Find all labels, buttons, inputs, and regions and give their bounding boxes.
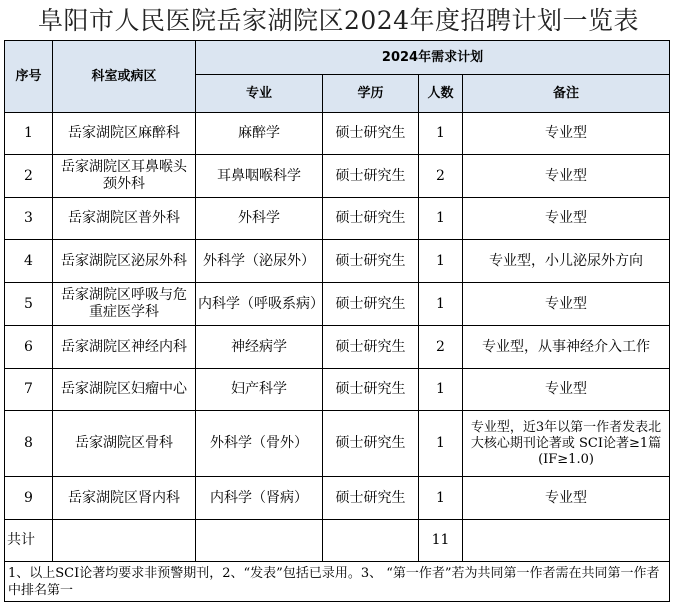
cell-remarks: 专业型，小儿泌尿外方向 (463, 240, 670, 283)
cell-dept: 岳家湖院区普外科 (53, 198, 196, 240)
cell-dept: 岳家湖院区泌尿外科 (53, 240, 196, 283)
cell-count: 1 (419, 477, 463, 520)
cell-remarks: 专业型 (463, 283, 670, 326)
cell-seq: 4 (5, 240, 53, 283)
cell-major: 内科学（肾病） (196, 477, 323, 520)
empty-cell (196, 520, 323, 562)
header-education: 学历 (323, 75, 419, 113)
table-row (5, 369, 670, 411)
cell-education: 硕士研究生 (323, 155, 419, 198)
cell-remarks: 专业型，近3年以第一作者发表北大核心期刊论著或 SCI论著≥1篇(IF≥1.0) (463, 411, 670, 477)
header-major: 专业 (196, 75, 323, 113)
header-remarks: 备注 (463, 75, 670, 113)
table-row (5, 113, 670, 155)
cell-seq: 1 (5, 113, 53, 155)
cell-seq: 6 (5, 326, 53, 369)
cell-count: 2 (419, 155, 463, 198)
cell-dept: 岳家湖院区妇瘤中心 (53, 369, 196, 411)
cell-count: 1 (419, 198, 463, 240)
cell-major: 耳鼻咽喉科学 (196, 155, 323, 198)
cell-education: 硕士研究生 (323, 240, 419, 283)
cell-dept: 岳家湖院区肾内科 (53, 477, 196, 520)
cell-remarks: 专业型 (463, 369, 670, 411)
header-plan: 2024年需求计划 (196, 41, 670, 75)
cell-remarks: 专业型 (463, 113, 670, 155)
footnote-row (5, 562, 670, 602)
cell-count: 2 (419, 326, 463, 369)
empty-cell (323, 520, 419, 562)
cell-seq: 9 (5, 477, 53, 520)
header-dept: 科室或病区 (53, 41, 196, 113)
empty-cell (53, 520, 196, 562)
cell-education: 硕士研究生 (323, 283, 419, 326)
cell-seq: 3 (5, 198, 53, 240)
cell-remarks: 专业型 (463, 477, 670, 520)
cell-seq: 8 (5, 411, 53, 477)
cell-major: 内科学（呼吸系病） (196, 283, 323, 326)
cell-dept: 岳家湖院区神经内科 (53, 326, 196, 369)
cell-dept: 岳家湖院区麻醉科 (53, 113, 196, 155)
cell-education: 硕士研究生 (323, 411, 419, 477)
cell-education: 硕士研究生 (323, 477, 419, 520)
cell-education: 硕士研究生 (323, 198, 419, 240)
recruitment-table (4, 40, 670, 602)
cell-seq: 2 (5, 155, 53, 198)
total-row (5, 520, 670, 562)
cell-seq: 5 (5, 283, 53, 326)
cell-major: 妇产科学 (196, 369, 323, 411)
table-row (5, 155, 670, 198)
page-title: 阜阳市人民医院岳家湖院区2024年度招聘计划一览表 (37, 6, 640, 35)
cell-remarks: 专业型 (463, 198, 670, 240)
cell-count: 1 (419, 369, 463, 411)
cell-dept: 岳家湖院区呼吸与危重症医学科 (53, 283, 196, 326)
table-row (5, 283, 670, 326)
table-row (5, 326, 670, 369)
header-count: 人数 (419, 75, 463, 113)
cell-education: 硕士研究生 (323, 326, 419, 369)
table-row (5, 240, 670, 283)
cell-dept: 岳家湖院区耳鼻喉头颈外科 (53, 155, 196, 198)
header-seq: 序号 (5, 41, 53, 113)
cell-major: 外科学（骨外） (196, 411, 323, 477)
cell-remarks: 专业型，从事神经介入工作 (463, 326, 670, 369)
table-row (5, 411, 670, 477)
cell-count: 1 (419, 411, 463, 477)
cell-count: 1 (419, 283, 463, 326)
total-label: 共计 (5, 520, 53, 562)
cell-major: 麻醉学 (196, 113, 323, 155)
cell-count: 1 (419, 240, 463, 283)
cell-major: 外科学（泌尿外） (196, 240, 323, 283)
cell-count: 1 (419, 113, 463, 155)
empty-cell (463, 520, 670, 562)
cell-remarks: 专业型 (463, 155, 670, 198)
cell-education: 硕士研究生 (323, 113, 419, 155)
total-count: 11 (419, 520, 463, 562)
cell-major: 外科学 (196, 198, 323, 240)
cell-major: 神经病学 (196, 326, 323, 369)
table-row (5, 477, 670, 520)
cell-dept: 岳家湖院区骨科 (53, 411, 196, 477)
cell-education: 硕士研究生 (323, 369, 419, 411)
cell-seq: 7 (5, 369, 53, 411)
footnote: 1、以上SCI论著均要求非预警期刊，2、“发表”包括已录用。3、 “第一作者”若为共同第一作者需在共同第一作者中排名第一 (5, 562, 670, 602)
table-row (5, 198, 670, 240)
